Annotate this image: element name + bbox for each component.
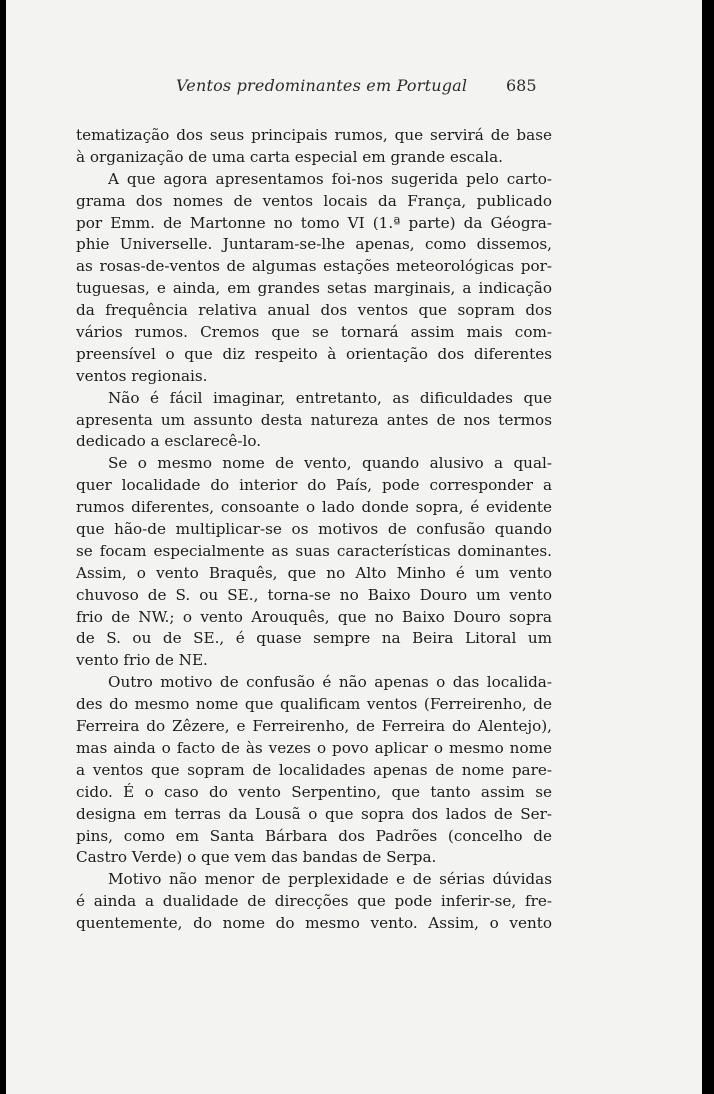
- text-line: chuvoso de S. ou SE., torna-se no Baixo Douro um vento: [76, 585, 552, 604]
- text-line: mas ainda o facto de às vezes o povo aplicar o mesmo nome: [76, 738, 552, 757]
- text-line: tematização dos seus principais rumos, que servirá de base: [76, 126, 552, 144]
- text-line: as rosas-de-ventos de algumas estações meteorológicas por-: [76, 257, 552, 276]
- text-line: Castro Verde) o que vem das bandas de Serpa.: [76, 848, 437, 867]
- text-line: vários rumos. Cremos que se tornará assim mais com-: [76, 323, 552, 342]
- text-line: quentemente, do nome do mesmo vento. Assim, o vento: [76, 914, 552, 933]
- text-line: a ventos que sopram de localidades apenas de nome pare-: [76, 760, 552, 779]
- text-line: cido. É o caso do vento Serpentino, que tanto assim se: [76, 782, 552, 801]
- text-line: phie Universelle. Juntaram-se-lhe apenas, como dissemos,: [76, 235, 552, 254]
- text-line: Ferreira do Zêzere, e Ferreirenho, de Ferreira do Alentejo),: [76, 717, 552, 736]
- text-line: Motivo não menor de perplexidade e de sérias dúvidas: [108, 870, 552, 889]
- text-line: preensível o que diz respeito à orientação dos diferentes: [76, 344, 552, 363]
- text-line: dedicado a esclarecê-lo.: [76, 432, 262, 451]
- text-line: quer localidade do interior do País, pode corresponder a: [76, 476, 552, 495]
- scan-border-right: [702, 0, 714, 1094]
- running-title: Ventos predominantes em Portugal: [176, 76, 468, 95]
- text-line: por Emm. de Martonne no tomo VI (1.ª parte) da Géogra-: [76, 213, 552, 232]
- text-line: apresenta um assunto desta natureza antes de nos termos: [76, 410, 552, 429]
- text-line: designa em terras da Lousã o que sopra dos lados de Ser-: [76, 804, 552, 823]
- text-line: Não é fácil imaginar, entretanto, as dificuldades que: [108, 388, 552, 407]
- text-line: frio de NW.; o vento Arouquês, que no Baixo Douro sopra: [76, 607, 552, 626]
- text-line: Outro motivo de confusão é não apenas o das localida-: [108, 673, 552, 692]
- text-line: grama dos nomes de ventos locais da França, publicado: [76, 191, 552, 210]
- text-line: ventos regionais.: [76, 366, 208, 385]
- text-line: se focam especialmente as suas características dominantes.: [76, 541, 552, 560]
- text-line: des do mesmo nome que qualificam ventos (Ferreirenho, de: [76, 695, 552, 714]
- text-line: vento frio de NE.: [76, 651, 208, 670]
- text-line: de S. ou de SE., é quase sempre na Beira Litoral um: [76, 629, 552, 648]
- page-number: 685: [506, 76, 537, 95]
- text-line: tuguesas, e ainda, em grandes setas marginais, a indicação: [76, 279, 552, 298]
- text-line: da frequência relativa anual dos ventos que sopram dos: [76, 301, 552, 320]
- body-text: [76, 125, 552, 935]
- text-line: que hão-de multiplicar-se os motivos de confusão quando: [76, 520, 552, 539]
- page-header: [0, 72, 714, 98]
- text-line: Se o mesmo nome de vento, quando alusivo a qual-: [108, 454, 552, 473]
- text-line: à organização de uma carta especial em grande escala.: [76, 147, 503, 166]
- text-line: rumos diferentes, consoante o lado donde sopra, é evidente: [76, 498, 552, 517]
- text-line: pins, como em Santa Bárbara dos Padrões (concelho de: [76, 826, 552, 845]
- text-line: é ainda a dualidade de direcções que pode inferir-se, fre-: [76, 892, 552, 911]
- text-line: Assim, o vento Braquês, que no Alto Minho é um vento: [76, 563, 552, 582]
- text-line: A que agora apresentamos foi-nos sugerida pelo carto-: [108, 169, 552, 188]
